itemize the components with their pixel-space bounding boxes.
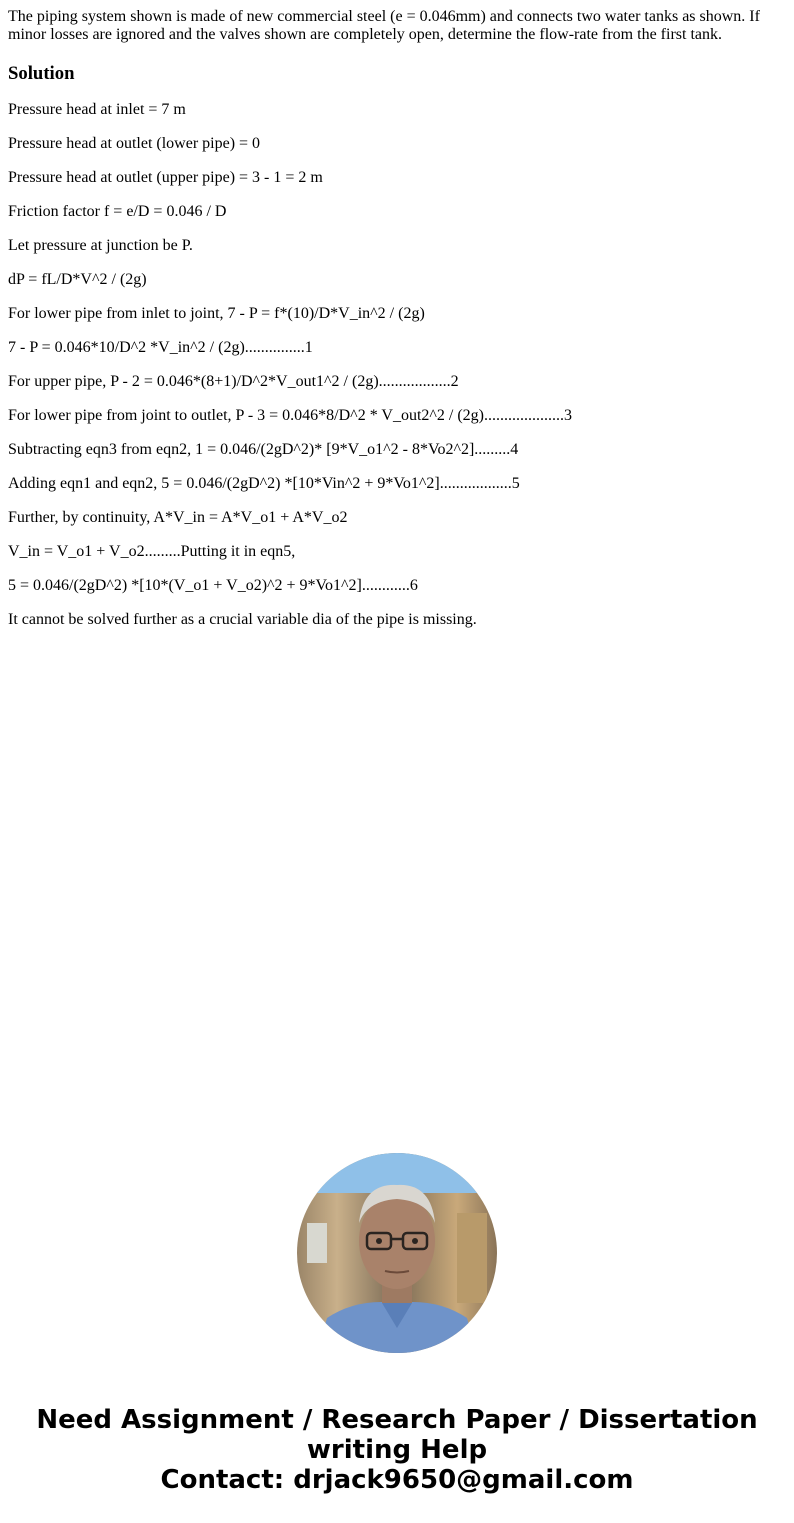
question-text: The piping system shown is made of new commercial steel (e = 0.046mm) and connects two water tanks as shown. If minor losses are ignored and the valves shown are completely open, determine the flow-rate from the first tank.: [8, 8, 760, 43]
promo-contact: Contact: drjack9650@gmail.com: [160, 1465, 634, 1495]
solution-steps: [8, 101, 778, 629]
solution-step: Friction factor f = e/D = 0.046 / D: [8, 203, 227, 220]
promo-line: Need Assignment / Research Paper / Dissertation: [36, 1405, 758, 1435]
solution-step: It cannot be solved further as a crucial variable dia of the pipe is missing.: [8, 611, 477, 628]
promo-banner: [0, 1405, 794, 1495]
solution-step: 7 - P = 0.046*10/D^2 *V_in^2 / (2g)...............1: [8, 339, 313, 356]
avatar-portrait: [297, 1153, 497, 1353]
promo-line: writing Help: [306, 1435, 488, 1465]
solution-step: Pressure head at outlet (lower pipe) = 0: [8, 135, 261, 152]
solution-step: Adding eqn1 and eqn2, 5 = 0.046/(2gD^2) *[10*Vin^2 + 9*Vo1^2]..................5: [8, 475, 520, 492]
avatar: [297, 1153, 497, 1353]
solution-step: For upper pipe, P - 2 = 0.046*(8+1)/D^2*V_out1^2 / (2g)..................2: [8, 373, 459, 390]
solution-step: Let pressure at junction be P.: [8, 237, 193, 254]
solution-step: 5 = 0.046/(2gD^2) *[10*(V_o1 + V_o2)^2 + 9*Vo1^2]............6: [8, 577, 418, 594]
solution-step: Pressure head at outlet (upper pipe) = 3 - 1 = 2 m: [8, 169, 323, 186]
solution-step: Pressure head at inlet = 7 m: [8, 101, 186, 118]
document-body: [8, 8, 778, 645]
solution-step: Subtracting eqn3 from eqn2, 1 = 0.046/(2gD^2)* [9*V_o1^2 - 8*Vo2^2].........4: [8, 441, 519, 458]
solution-step: For lower pipe from joint to outlet, P - 3 = 0.046*8/D^2 * V_out2^2 / (2g)....................3: [8, 407, 573, 424]
solution-step: Further, by continuity, A*V_in = A*V_o1 + A*V_o2: [8, 509, 348, 526]
solution-step: V_in = V_o1 + V_o2.........Putting it in eqn5,: [8, 543, 296, 560]
solution-step: dP = fL/D*V^2 / (2g): [8, 271, 147, 288]
solution-heading: Solution: [8, 63, 75, 84]
solution-step: For lower pipe from inlet to joint, 7 - P = f*(10)/D*V_in^2 / (2g): [8, 305, 425, 322]
